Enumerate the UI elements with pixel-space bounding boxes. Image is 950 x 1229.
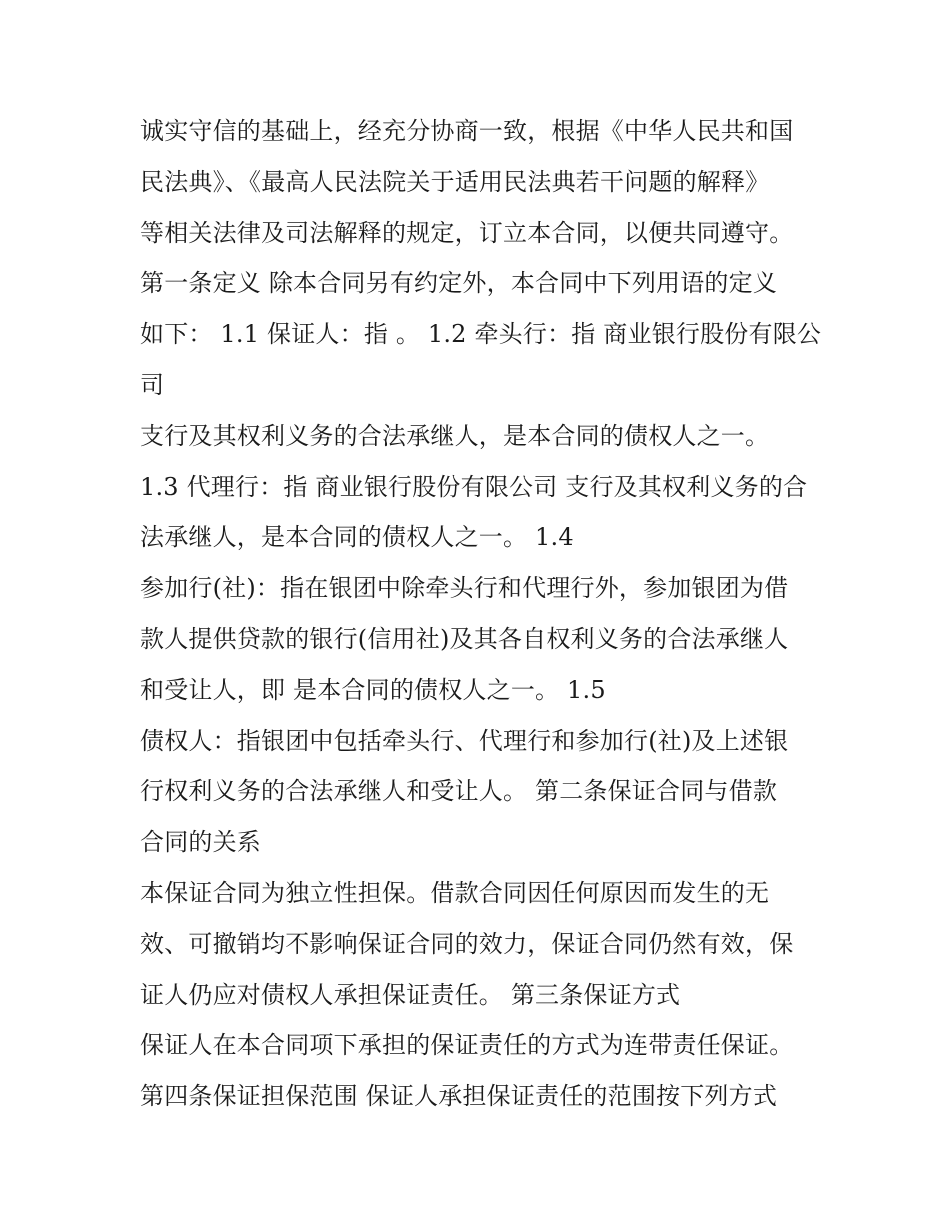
text-line: 等相关法律及司法解释的规定，订立本合同，以便共同遵守。 [140, 218, 794, 247]
text-line: 合同的关系 [140, 828, 261, 857]
text-line: 债权人：指银团中包括牵头行、代理行和参加行(社)及上述银 [140, 726, 789, 755]
text-line: 本保证合同为独立性担保。借款合同因任何原因而发生的无 [140, 878, 770, 907]
article-2-heading-line: 行权利义务的合法承继人和受让人。 第二条保证合同与借款 [140, 777, 778, 806]
text-line: 诚实守信的基础上，经充分协商一致，根据《中华人民共和国 [140, 117, 794, 145]
text-line: 如下： 1.1 保证人：指 。 1.2 牵头行：指 商业银行股份有限公 [140, 320, 822, 349]
text-line: 法承继人，是本合同的债权人之一。 1.4 [140, 523, 574, 552]
article-4-heading-line: 第四条保证担保范围 保证人承担保证责任的范围按下列方式 [140, 1082, 778, 1111]
text-line: 司 [140, 370, 165, 399]
article-3-heading-line: 证人仍应对债权人承担保证责任。 第三条保证方式 [140, 980, 681, 1009]
text-line: 参加行(社)：指在银团中除牵头行和代理行外，参加银团为借 [140, 574, 789, 603]
text-line: 保证人在本合同项下承担的保证责任的方式为连带责任保证。 [140, 1031, 794, 1060]
text-line: 款人提供贷款的银行(信用社)及其各自权利义务的合法承继人 [140, 624, 789, 653]
text-line: 效、可撤销均不影响保证合同的效力，保证合同仍然有效，保 [140, 929, 794, 958]
text-line: 支行及其权利义务的合法承继人，是本合同的债权人之一。 [140, 421, 770, 450]
text-line: 1.3 代理行：指 商业银行股份有限公司 支行及其权利义务的合 [140, 472, 808, 501]
text-line: 民法典》、《最高人民法院关于适用民法典若干问题的解释》 [140, 167, 770, 196]
article-1-heading-line: 第一条定义 除本合同另有约定外，本合同中下列用语的定义 [140, 269, 778, 298]
contract-body-text [140, 106, 830, 1122]
text-line: 和受让人，即 是本合同的债权人之一。 1.5 [140, 675, 606, 704]
